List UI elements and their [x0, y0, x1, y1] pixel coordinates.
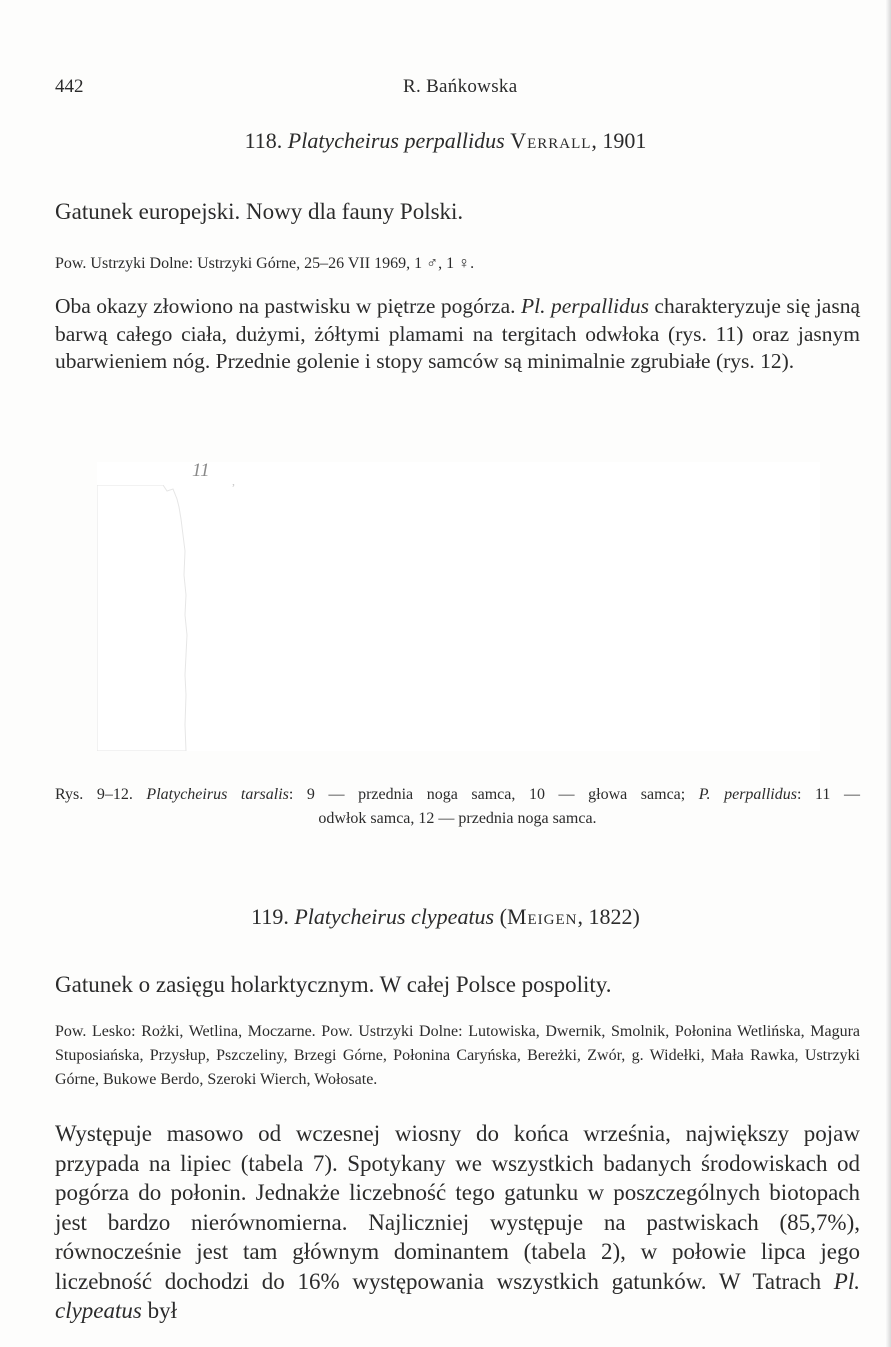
- species-118-year: , 1901: [591, 128, 647, 153]
- species-119-desc-taxon: Pl. clypeatus: [55, 1268, 860, 1323]
- figure-caption-line-2: odwłok samca, 12 — przednia noga samca.: [318, 810, 597, 827]
- figure-caption-line-1: [55, 783, 860, 807]
- species-118-description: [55, 293, 860, 376]
- species-119-paren: (: [499, 904, 507, 929]
- caption-text-1: : 9 — przednia noga samca, 10 — głowa samca;: [288, 786, 699, 803]
- caption-text-2: : 11 —: [796, 786, 860, 803]
- caption-prefix: Rys. 9–12.: [55, 786, 147, 803]
- caption-taxon-1: Platycheirus tarsalis: [146, 786, 289, 803]
- figure-panel-right: [248, 462, 820, 751]
- species-119-author: Meigen: [506, 904, 578, 929]
- species-119-number: 119.: [251, 904, 289, 929]
- species-118-desc-taxon: Pl. perpallidus: [521, 294, 649, 318]
- species-119-name: Platycheirus clypeatus: [294, 904, 495, 929]
- species-118-name: Platycheirus perpallidus: [287, 128, 505, 153]
- species-118-author: Verrall: [510, 128, 592, 153]
- species-119-range: Gatunek o zasięgu holarktycznym. W całej Polsce pospolity.: [55, 972, 612, 997]
- species-118-number: 118.: [244, 128, 283, 153]
- species-118-desc-part1: Oba okazy złowiono na pastwisku w piętrze pogórza.: [55, 294, 522, 318]
- species-119-desc-part1: Występuje masowo od wczesnej wiosny do końca września, największy pojaw przypada na lipiec (tabela 7). Spotykany we wszystkich badanych środowiskach od pogórza do połonin. Jednakże liczebność tego gatunku w poszczególnych biotopach jest bardzo nierównomierna. Najliczniej występuje na pastwiskach (85,7%), równocześnie jest tam głównym dominantem (tabela 2), w połowie lipca jego liczebność dochodzi do 16% występowania wszystkich gatunków. W Tatrach: [55, 1121, 860, 1294]
- species-118-heading: [0, 128, 891, 154]
- figure-rys-9-12: [0, 455, 891, 755]
- species-118-desc-part2: charakteryzuje się jasną barwą całego ciała, dużymi, żółtymi plamami na tergitach odwłoka (rys. 11) oraz jasnym ubarwieniem nóg. Przednie golenie i stopy samców są minimalnie zgrubiałe (rys. 12).: [55, 294, 860, 373]
- species-119-records: Pow. Lesko: Rożki, Wetlina, Moczarne. Pow. Ustrzyki Dolne: Lutowiska, Dwernik, Smolnik, Połonina Wetlińska, Magura Stuposiańska, Przysłup, Pszczeliny, Brzegi Górne, Połonina Caryńska, Bereżki, Zwór, g. Widełki, Mała Rawka, Ustrzyki Górne, Bukowe Berdo, Szeroki Wierch, Wołosate.: [55, 1023, 860, 1088]
- species-119-year: , 1822): [577, 904, 640, 929]
- species-118-range: Gatunek europejski. Nowy dla fauny Polski.: [55, 199, 464, 224]
- running-author: R. Bańkowska: [403, 76, 518, 97]
- figure-caption: [55, 783, 860, 831]
- species-118-records: Pow. Ustrzyki Dolne: Ustrzyki Górne, 25–26 VII 1969, 1 ♂, 1 ♀.: [55, 255, 475, 272]
- page-number: 442: [55, 76, 84, 97]
- species-119-desc-part2: był: [141, 1298, 177, 1323]
- running-header: [55, 76, 846, 100]
- caption-taxon-2: P. perpallidus: [698, 786, 797, 803]
- species-119-description: [55, 1119, 860, 1326]
- figure-panel-left-edge: [97, 485, 189, 751]
- species-119-heading: [0, 904, 891, 930]
- figure-stray-mark: ,: [232, 474, 235, 488]
- figure-panel-label: 11: [192, 460, 210, 481]
